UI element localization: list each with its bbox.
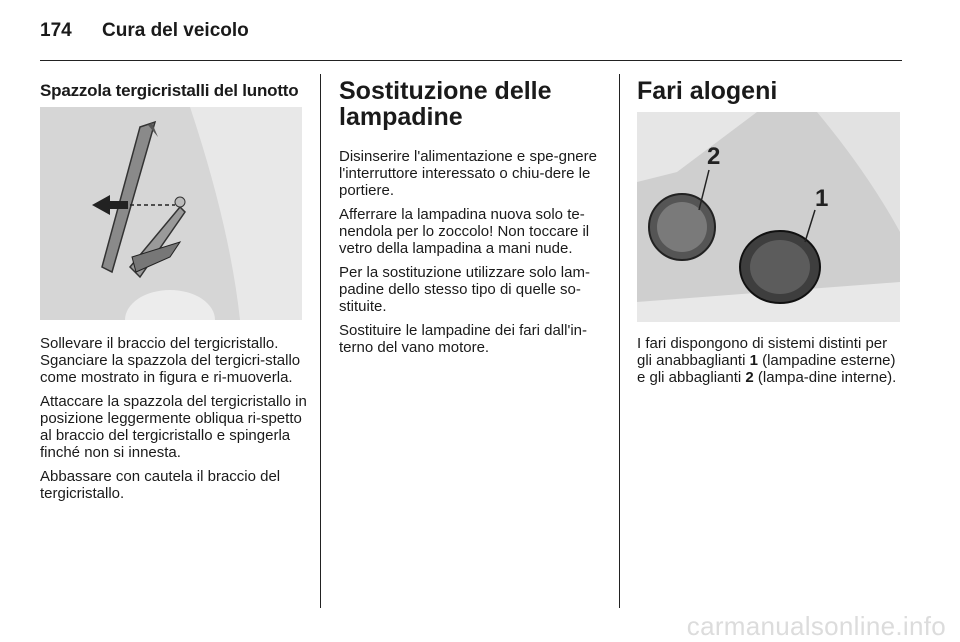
low-beam-ref: 1 (749, 352, 758, 369)
page-number: 174 (40, 20, 72, 41)
column-bulb-replacement (339, 78, 607, 363)
column-halogen-text (637, 335, 905, 393)
text-fragment: (lampa-dine interne). (753, 369, 897, 386)
callout-2: 2 (707, 143, 721, 170)
paragraph: Sostituire le lampadine dei fari dall'in-terno del vano motore. (339, 322, 587, 356)
paragraph: Afferrare la lampadina nuova solo te-nendola per lo zoccolo! Non toccare il vetro della lampadina a mani nude. (339, 206, 590, 257)
column-halogen-headlights (637, 78, 905, 104)
column-rear-wiper (40, 78, 305, 99)
paragraph (637, 335, 905, 386)
header-rule (40, 60, 902, 61)
paragraph: Attaccare la spazzola del tergicristallo in posizione leggermente obliqua ri-spetto al braccio del tergicristallo e spingerla finché non si innesta. (40, 393, 307, 461)
column-divider (320, 74, 321, 608)
column-rear-wiper-text (40, 335, 308, 509)
rear-wiper-figure (40, 107, 302, 320)
section-heading: Spazzola tergicristalli del lunotto (40, 81, 299, 100)
column-divider (619, 74, 620, 608)
text-fragment: (lampadine esterne) e gli abbaglianti (637, 352, 896, 386)
rear-wiper-illustration (40, 107, 302, 320)
section-heading: Sostituzione delle lampadine (339, 77, 552, 131)
halogen-headlight-figure (637, 112, 900, 322)
headlight-illustration (637, 112, 900, 322)
section-heading: Fari alogeni (637, 77, 778, 105)
high-beam-ref: 2 (745, 369, 754, 386)
paragraph: Per la sostituzione utilizzare solo lam-padine dello stesso tipo di quelle so-stituite. (339, 264, 590, 315)
callout-1: 1 (815, 185, 829, 212)
paragraph: Abbassare con cautela il braccio del tergicristallo. (40, 468, 281, 502)
chapter-title: Cura del veicolo (102, 20, 249, 41)
watermark: carmanualsonline.info (686, 611, 946, 641)
paragraph: Sollevare il braccio del tergicristallo. Sganciare la spazzola del tergicri-stallo come mostrato in figura e ri-muoverla. (40, 335, 301, 386)
text-fragment: I fari dispongono di sistemi distinti per gli anabbaglianti (637, 335, 888, 369)
paragraph: Disinserire l'alimentazione e spe-gnere l'interruttore interessato o chiu-dere le portiere. (339, 148, 597, 199)
page-header (40, 20, 249, 42)
